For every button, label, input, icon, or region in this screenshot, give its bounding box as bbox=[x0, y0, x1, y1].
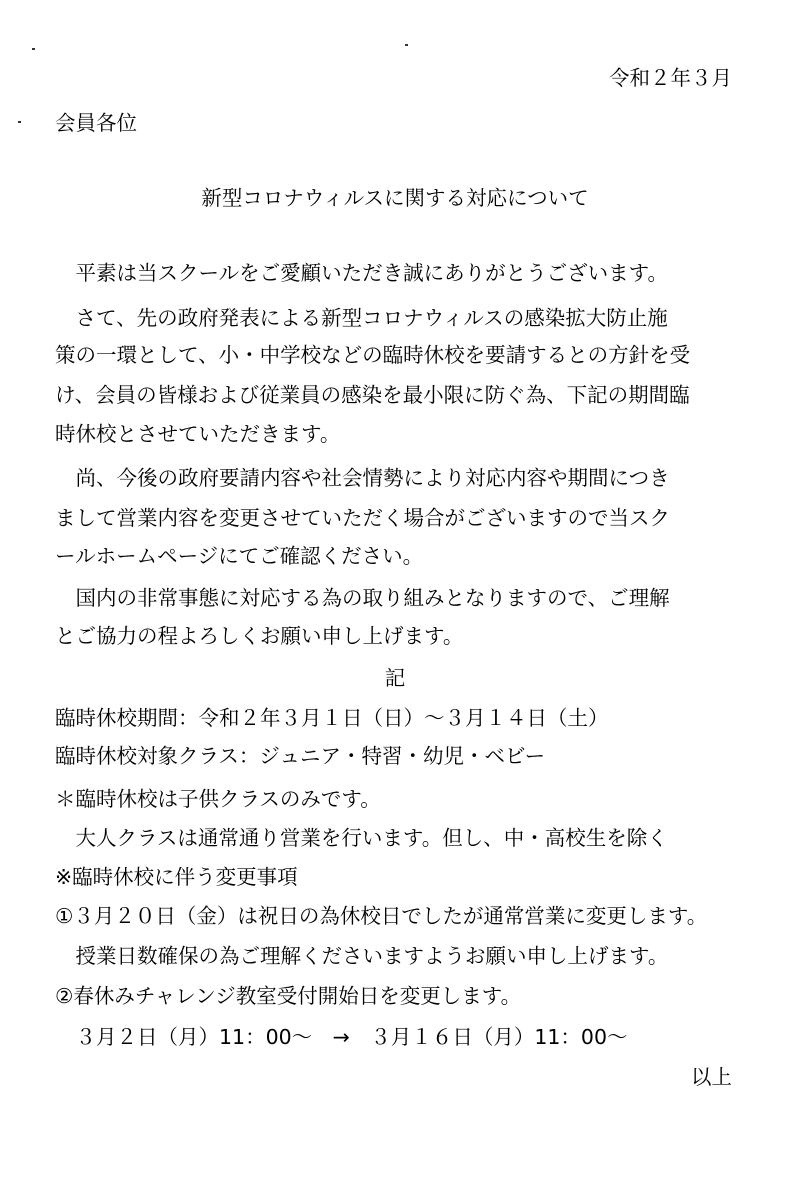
paragraph-line: 国内の非常事態に対応する為の取り組みとなりますので、ご理解 bbox=[55, 586, 670, 610]
closing-remark: 以上 bbox=[691, 1065, 732, 1089]
paragraph-line: け、会員の皆様および従業員の感染を最小限に防ぐ為、下記の期間臨 bbox=[55, 383, 690, 407]
detail-line: ※臨時休校に伴う変更事項 bbox=[55, 865, 298, 889]
paragraph-line: 時休校とさせていただきます。 bbox=[55, 422, 341, 446]
detail-line: 大人クラスは通常通り営業を行います。但し、中・高校生を除く bbox=[55, 826, 668, 850]
detail-line: 臨時休校対象クラス：ジュニア・特習・幼児・ベビー bbox=[55, 744, 546, 768]
detail-line: 臨時休校期間：令和２年３月１日（日）～３月１４日（土） bbox=[55, 706, 609, 730]
scan-speck bbox=[18, 121, 21, 123]
ki-heading: 記 bbox=[384, 666, 406, 690]
paragraph-line: 策の一環として、小・中学校などの臨時休校を要請するとの方針を受 bbox=[55, 343, 691, 367]
paragraph-line: ールホームページにてご確認ください。 bbox=[55, 544, 424, 568]
detail-line: ＊臨時休校は子供クラスのみです。 bbox=[55, 787, 381, 811]
notice-date: 令和２年３月 bbox=[609, 66, 732, 90]
addressee: 会員各位 bbox=[55, 111, 137, 135]
detail-line: ３月２日（月）11：00～ → ３月１６日（月）11：00～ bbox=[55, 1025, 628, 1049]
notice-title: 新型コロナウィルスに関する対応について bbox=[201, 186, 589, 210]
paragraph-line: まして営業内容を変更させていただく場合がございますので当スク bbox=[55, 506, 670, 530]
paragraph-line: 尚、今後の政府要請内容や社会情勢により対応内容や期間につき bbox=[55, 466, 670, 490]
paragraph-line: さて、先の政府発表による新型コロナウィルスの感染拡大防止施 bbox=[55, 306, 668, 330]
paragraph-line: 平素は当スクールをご愛顧いただき誠にありがとうございます。 bbox=[55, 261, 668, 285]
scan-speck bbox=[32, 48, 35, 50]
detail-line: ①３月２０日（金）は祝日の為休校日でしたが通常営業に変更します。 bbox=[55, 904, 708, 928]
paragraph-line: とご協力の程よろしくお願い申し上げます。 bbox=[55, 624, 464, 648]
detail-line: 授業日数確保の為ご理解くださいますようお願い申し上げます。 bbox=[55, 944, 669, 968]
scan-speck bbox=[405, 44, 408, 46]
detail-line: ②春休みチャレンジ教室受付開始日を変更します。 bbox=[55, 984, 522, 1008]
